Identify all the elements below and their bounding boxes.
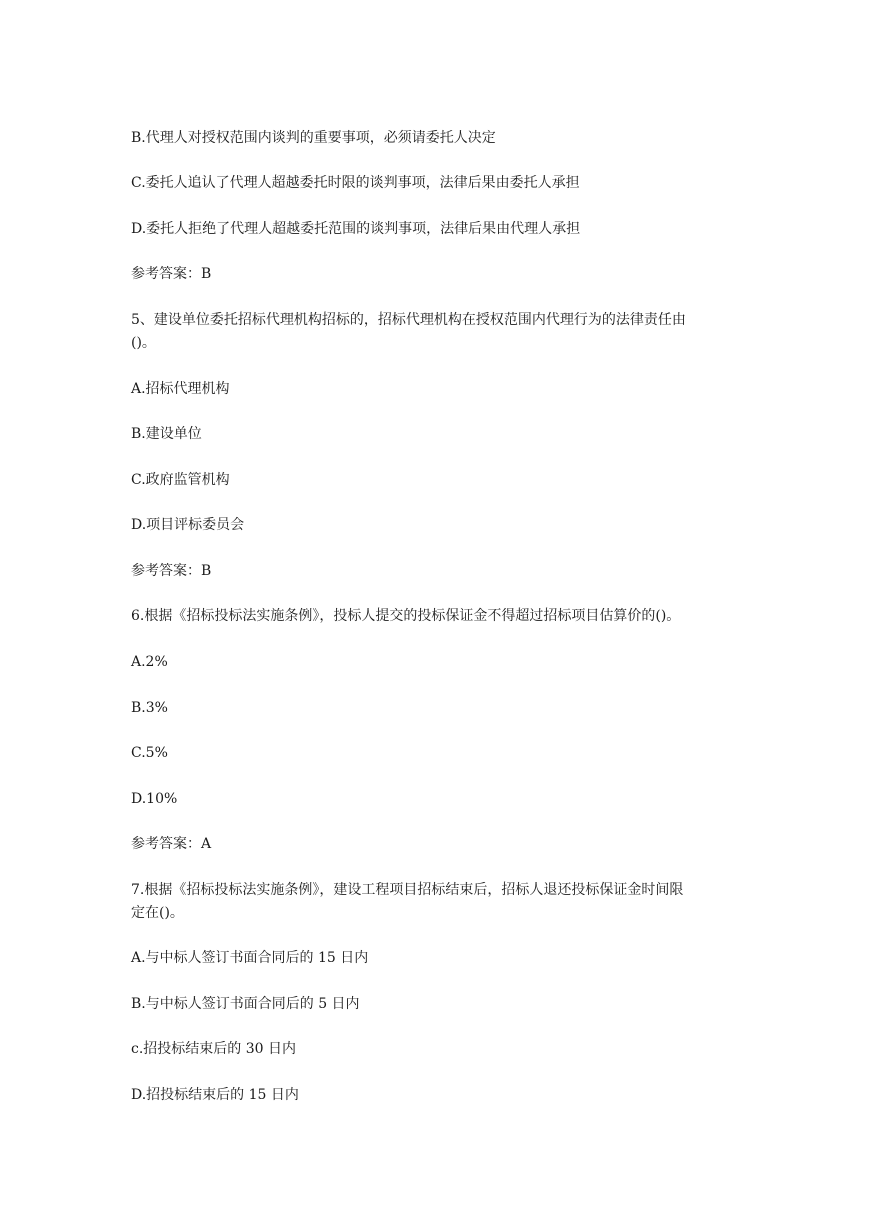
- q5-answer: 参考答案：B: [131, 563, 212, 579]
- q7-option-c: c.招投标结束后的 30 日内: [131, 1041, 297, 1057]
- q5-option-d: D.项目评标委员会: [131, 517, 245, 533]
- q7-option-a: A.与中标人签订书面合同后的 15 日内: [131, 950, 369, 966]
- q5-option-a: A.招标代理机构: [131, 381, 230, 397]
- q7-stem-line1: 7.根据《招标投标法实施条例》，建设工程项目招标结束后，招标人退还投标保证金时间限: [131, 882, 684, 898]
- q4-option-b: B.代理人对授权范围内谈判的重要事项，必须请委托人决定: [131, 130, 496, 146]
- q4-option-d: D.委托人拒绝了代理人超越委托范围的谈判事项，法律后果由代理人承担: [131, 221, 581, 237]
- q4-option-c: C.委托人追认了代理人超越委托时限的谈判事项，法律后果由委托人承担: [131, 175, 580, 191]
- q7-stem-line2: 定在()。: [131, 905, 184, 921]
- q5-option-c: C.政府监管机构: [131, 472, 230, 488]
- q7-option-b: B.与中标人签订书面合同后的 5 日内: [131, 996, 360, 1012]
- q4-answer: 参考答案：B: [131, 266, 212, 282]
- q6-answer: 参考答案：A: [131, 836, 212, 852]
- q7-option-d: D.招投标结束后的 15 日内: [131, 1087, 299, 1103]
- q6-option-a: A.2%: [131, 654, 168, 670]
- q6-option-b: B.3%: [131, 700, 168, 716]
- q5-stem-line2: ()。: [131, 335, 156, 351]
- q6-option-d: D.10%: [131, 791, 178, 807]
- q5-option-b: B.建设单位: [131, 426, 202, 442]
- q6-stem: 6.根据《招标投标法实施条例》，投标人提交的投标保证金不得超过招标项目估算价的()。: [131, 608, 681, 624]
- q6-option-c: C.5%: [131, 745, 168, 761]
- q5-stem-line1: 5、建设单位委托招标代理机构招标的，招标代理机构在授权范围内代理行为的法律责任由: [131, 312, 686, 328]
